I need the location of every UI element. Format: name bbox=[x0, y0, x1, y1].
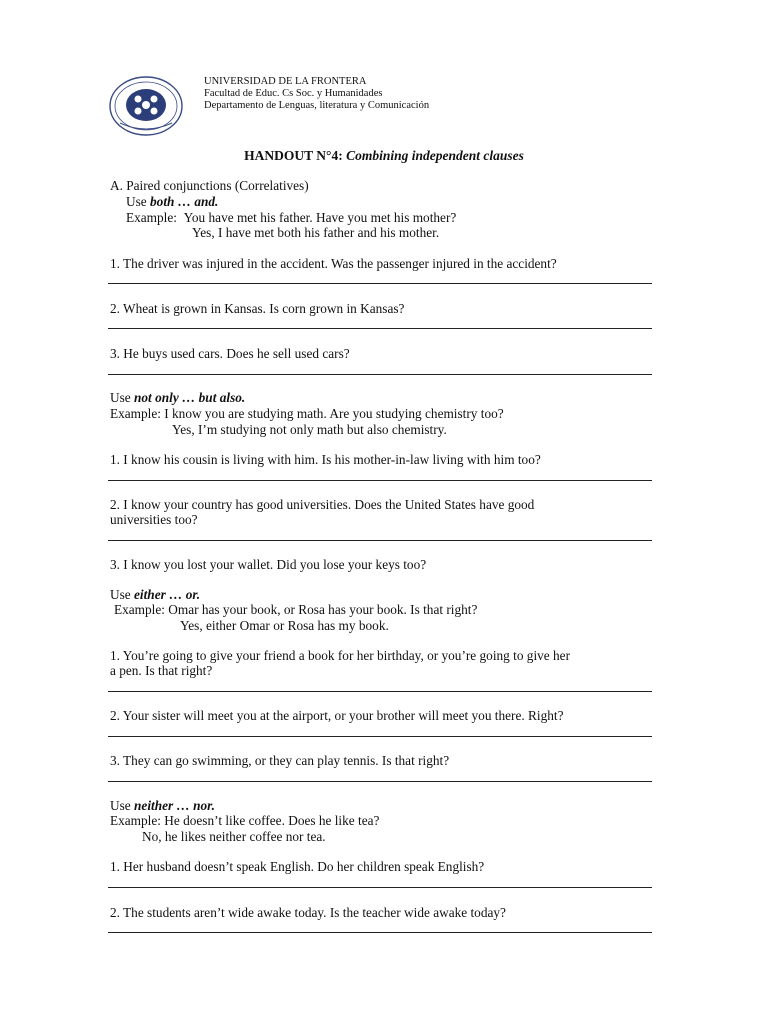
answer-line[interactable] bbox=[108, 781, 652, 782]
exercise-item: 1. You’re going to give your friend a book for her birthday, or you’re going to give her bbox=[110, 648, 570, 663]
example-answer: Yes, I have met both his father and his mother. bbox=[192, 225, 440, 240]
answer-line[interactable] bbox=[108, 691, 652, 692]
exercise-item: 2. Wheat is grown in Kansas. Is corn grown in Kansas? bbox=[110, 301, 405, 316]
answer-line[interactable] bbox=[108, 540, 652, 541]
use-neither-nor: Use neither … nor. bbox=[110, 798, 215, 813]
exercise-item: 2. The students aren’t wide awake today. Is the teacher wide awake today? bbox=[110, 905, 506, 920]
answer-line[interactable] bbox=[108, 932, 652, 933]
example-answer: Yes, either Omar or Rosa has my book. bbox=[180, 618, 389, 633]
exercise-item: 2. Your sister will meet you at the airport, or your brother will meet you there. Right? bbox=[110, 708, 564, 723]
exercise-item: 2. I know your country has good universities. Does the United States have good bbox=[110, 497, 535, 512]
exercise-item-continued: a pen. Is that right? bbox=[110, 663, 213, 678]
answer-line[interactable] bbox=[108, 480, 652, 481]
university-crest-icon bbox=[108, 75, 184, 137]
example-answer: No, he likes neither coffee nor tea. bbox=[142, 829, 326, 844]
institution-header bbox=[204, 76, 429, 112]
use-either-or: Use either … or. bbox=[110, 587, 201, 602]
exercise-item: 1. I know his cousin is living with him. Is his mother-in-law living with him too? bbox=[110, 452, 541, 467]
faculty-name: Facultad de Educ. Cs Soc. y Humanidades bbox=[204, 88, 383, 99]
department-name: Departamento de Lenguas, literatura y Comunicación bbox=[204, 100, 430, 111]
example-answer: Yes, I’m studying not only math but also chemistry. bbox=[172, 422, 447, 437]
university-name: UNIVERSIDAD DE LA FRONTERA bbox=[204, 76, 367, 87]
exercise-item: 3. They can go swimming, or they can play tennis. Is that right? bbox=[110, 753, 450, 768]
answer-line[interactable] bbox=[108, 374, 652, 375]
use-not-only-but-also: Use not only … but also. bbox=[110, 390, 246, 405]
answer-line[interactable] bbox=[108, 328, 652, 329]
example-question: Example: Omar has your book, or Rosa has your book. Is that right? bbox=[114, 602, 478, 617]
use-both-and: Use both … and. bbox=[126, 194, 219, 209]
answer-line[interactable] bbox=[108, 887, 652, 888]
title-prefix: HANDOUT N°4: bbox=[244, 148, 347, 163]
exercise-item: 3. I know you lost your wallet. Did you lose your keys too? bbox=[110, 557, 427, 572]
section-heading: A. Paired conjunctions (Correlatives) bbox=[110, 178, 309, 193]
example-question: Example: You have met his father. Have you met his mother? bbox=[126, 210, 457, 225]
example-question: Example: He doesn’t like coffee. Does he like tea? bbox=[110, 813, 380, 828]
exercise-item-continued: universities too? bbox=[110, 512, 198, 527]
exercise-item: 3. He buys used cars. Does he sell used cars? bbox=[110, 346, 350, 361]
title-subtitle: Combining independent clauses bbox=[346, 148, 524, 163]
exercise-item: 1. The driver was injured in the accident. Was the passenger injured in the accident? bbox=[110, 256, 557, 271]
answer-line[interactable] bbox=[108, 283, 652, 284]
page-title bbox=[0, 148, 768, 164]
example-question: Example: I know you are studying math. Are you studying chemistry too? bbox=[110, 406, 504, 421]
exercise-item: 1. Her husband doesn’t speak English. Do her children speak English? bbox=[110, 859, 485, 874]
answer-line[interactable] bbox=[108, 736, 652, 737]
